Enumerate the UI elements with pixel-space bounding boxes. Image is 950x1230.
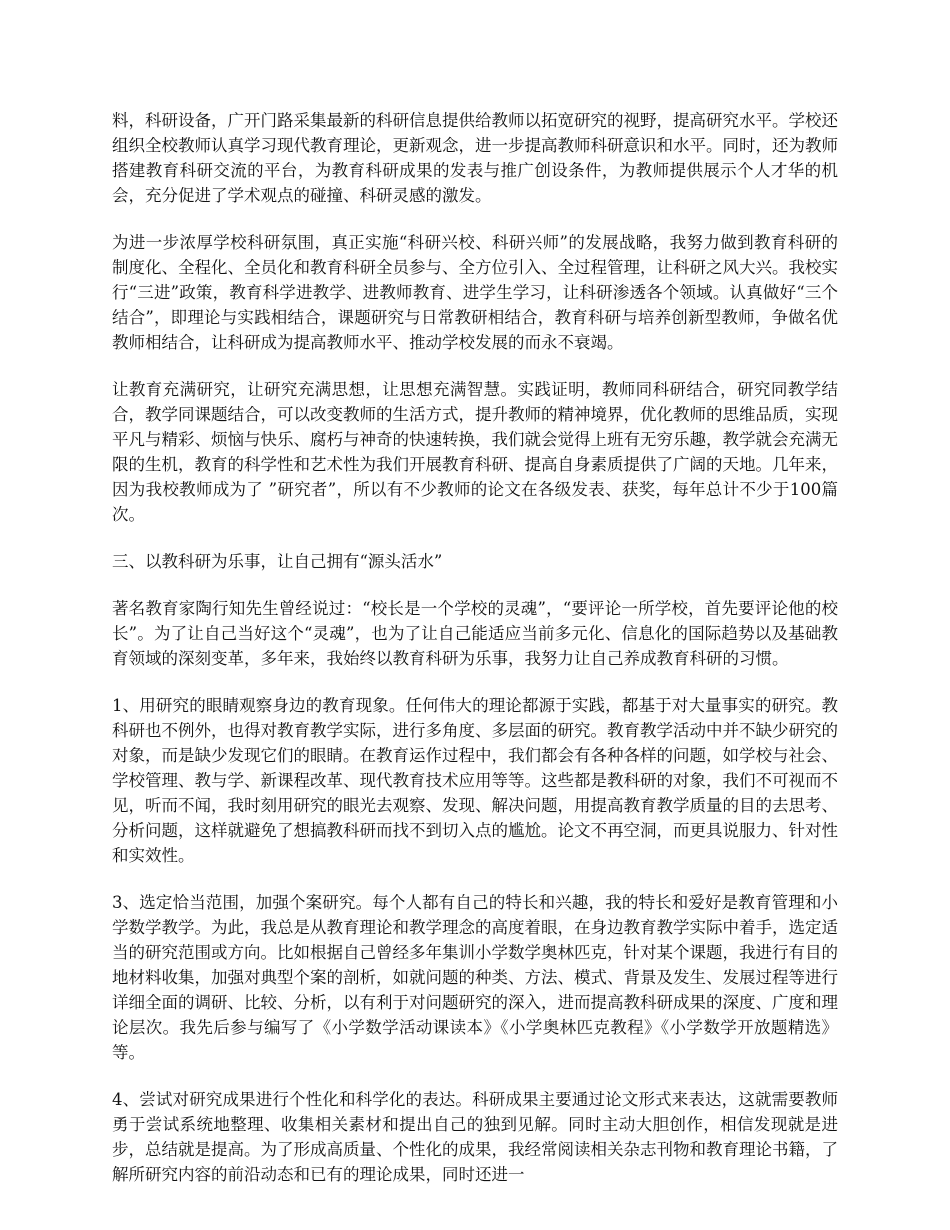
paragraph-tao-xingzhi-quote: 著名教育家陶行知先生曾经说过：“校长是一个学校的灵魂”，“要评论一所学校，首先要评论他的校长”。为了让自己当好这个“灵魂”，也为了让自己能适应当前多元化、信息化的国际趋势以及基础教育领域的深刻变革，多年来，我始终以教育科研为乐事，我努力让自己养成教育科研的习惯。 <box>112 599 838 668</box>
paragraph-point-4: 4、尝试对研究成果进行个性化和科学化的表达。科研成果主要通过论文形式来表达，这就需要教师勇于尝试系统地整理、收集相关素材和提出自己的独到见解。同时主动大胆创作，相信发现就是进步，总结就是提高。为了形成高质量、个性化的成果，我经常阅读相关杂志刊物和教育理论书籍，了解所研究内容的前沿动态和已有的理论成果，同时还进一 <box>112 1090 838 1184</box>
section-heading-three: 三、以教科研为乐事，让自己拥有“源头活水” <box>112 552 443 571</box>
paragraph-research-resources: 料，科研设备，广开门路采集最新的科研信息提供给教师以拓宽研究的视野，提高研究水平。学校还组织全校教师认真学习现代教育理论，更新观念，进一步提高教师科研意识和水平。同时，还为教师搭建教育科研交流的平台，为教育科研成果的发表与推广创设条件，为教师提供展示个人才华的机会，充分促进了学术观点的碰撞、科研灵感的激发。 <box>112 111 838 205</box>
paragraph-research-atmosphere: 为进一步浓厚学校科研氛围，真正实施“科研兴校、科研兴师”的发展战略，我努力做到教育科研的制度化、全程化、全员化和教育科研全员参与、全方位引入、全过程管理，让科研之风大兴。我校实行“三进”政策，教育科学进教学、进教师教育、进学生学习，让科研渗透各个领域。认真做好“三个结合”，即理论与实践相结合，课题研究与日常教研相结合，教育科研与培养创新型教师，争做名优教师相结合，让科研成为提高教师水平、推动学校发展的而永不衰竭。 <box>112 233 838 352</box>
paragraph-point-1: 1、用研究的眼睛观察身边的教育现象。任何伟大的理论都源于实践，都基于对大量事实的研究。教科研也不例外，也得对教育教学实际，进行多角度、多层面的研究。教育教学活动中并不缺少研究的对象，而是缺少发现它们的眼睛。在教育运作过程中，我们都会有各种各样的问题，如学校与社会、学校管理、教与学、新课程改革、现代教育技术应用等等。这些都是教科研的对象，我们不可视而不见，听而不闻，我时刻用研究的眼光去观察、发现、解决问题，用提高教育教学质量的目的去思考、分析问题，这样就避免了想搞教科研而找不到切入点的尴尬。论文不再空洞，而更具说服力、针对性和实效性。 <box>112 696 838 865</box>
paragraph-point-3: 3、选定恰当范围，加强个案研究。每个人都有自己的特长和兴趣，我的特长和爱好是教育管理和小学数学教学。为此，我总是从教育理论和教学理念的高度着眼，在身边教育教学实际中着手，选定适当的研究范围或方向。比如根据自己曾经多年集训小学数学奥林匹克，针对某个课题，我进行有目的地材料收集，加强对典型个案的剖析，如就问题的种类、方法、模式、背景及发生、发展过程等进行详细全面的调研、比较、分析，以有利于对问题研究的深入，进而提高教科研成果的深度、广度和理论层次。我先后参与编写了《小学数学活动课读本》《小学奥林匹克教程》《小学数学开放题精选》等。 <box>112 893 838 1062</box>
paragraph-education-research: 让教育充满研究，让研究充满思想，让思想充满智慧。实践证明，教师同科研结合，研究同教学结合，教学同课题结合，可以改变教师的生活方式，提升教师的精神境界，优化教师的思维品质，实现平凡与精彩、烦恼与快乐、腐朽与神奇的快速转换，我们就会觉得上班有无穷乐趣，教学就会充满无限的生机，教育的科学性和艺术性为我们开展教育科研、提高自身素质提供了广阔的天地。几年来，因为我校教师成为了 ”研究者”，所以有不少教师的论文在各级发表、获奖，每年总计不少于100篇次。 <box>112 380 838 524</box>
